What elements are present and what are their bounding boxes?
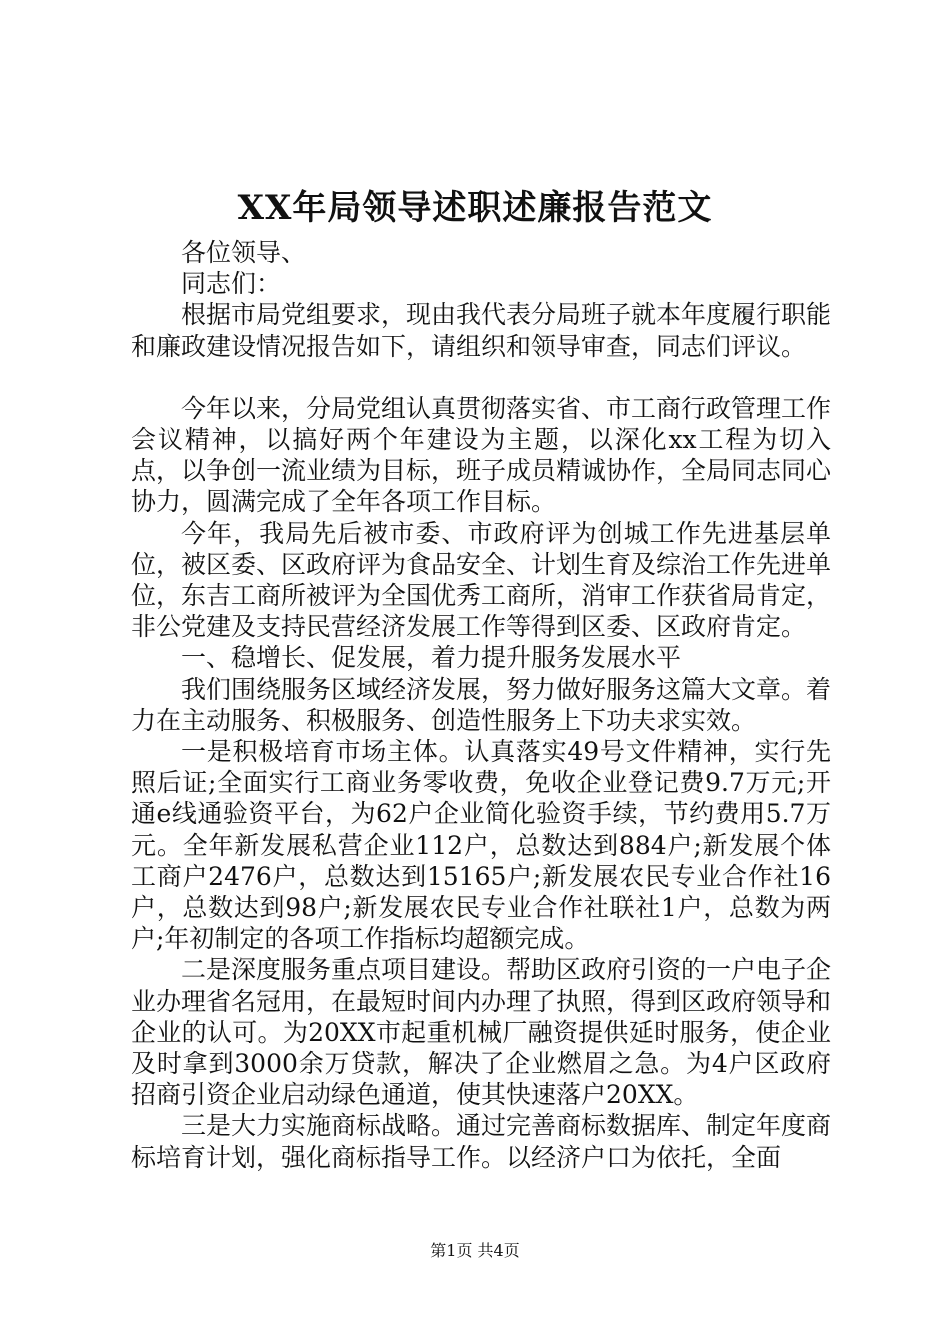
salutation-line: 各位领导、	[181, 238, 307, 267]
salutation-line: 同志们：	[181, 269, 282, 299]
body-paragraph: 根据市局党组要求，现由我代表分局班子就本年度履行职能和廉政建设情况报告如下，请组织和领导审查，同志们评议。	[131, 300, 832, 361]
body-paragraph: 二是深度服务重点项目建设。帮助区政府引资的一户电子企业办理省名冠用，在最短时间内办理了执照，得到区政府领导和企业的认可。为20XX市起重机械厂融资提供延时服务，使企业及时拿到3000余万贷款，解决了企业燃眉之急。为4户区政府招商引资企业启动绿色通道，使其快速落户20XX。	[131, 955, 832, 1110]
page-footer: 第1页 共4页	[430, 1241, 520, 1260]
body-paragraph: 三是大力实施商标战略。通过完善商标数据库、制定年度商标培育计划，强化商标指导工作。以经济户口为依托，全面	[131, 1111, 832, 1172]
body-paragraph: 今年以来，分局党组认真贯彻落实省、市工商行政管理工作会议精神，以搞好两个年建设为主题，以深化xx工程为切入点，以争创一流业绩为目标，班子成员精诚协作，全局同志同心协力，圆满完成了全年各项工作目标。	[131, 393, 832, 517]
body-paragraph: 我们围绕服务区域经济发展，努力做好服务这篇大文章。着力在主动服务、积极服务、创造性服务上下功夫求实效。	[131, 674, 832, 735]
body-paragraph: 今年，我局先后被市委、市政府评为创城工作先进基层单位，被区委、区政府评为食品安全、计划生育及综治工作先进单位，东吉工商所被评为全国优秀工商所，消审工作获省局肯定，非公党建及支持民营经济发展工作等得到区委、区政府肯定。	[131, 518, 832, 642]
document-body	[131, 237, 831, 1173]
document-title: XX年局领导述职述廉报告范文	[237, 188, 713, 228]
body-paragraph: 一是积极培育市场主体。认真落实49号文件精神，实行先照后证;全面实行工商业务零收费，免收企业登记费9.7万元;开通e线通验资平台，为62户企业简化验资手续，节约费用5.7万元。全年新发展私营企业112户，总数达到884户;新发展个体工商户2476户，总数达到15165户;新发展农民专业合作社16户，总数达到98户;新发展农民专业合作社联社1户，总数为两户;年初制定的各项工作指标均超额完成。	[131, 737, 831, 954]
section-heading: 一、稳增长、促发展，着力提升服务发展水平	[181, 643, 682, 673]
